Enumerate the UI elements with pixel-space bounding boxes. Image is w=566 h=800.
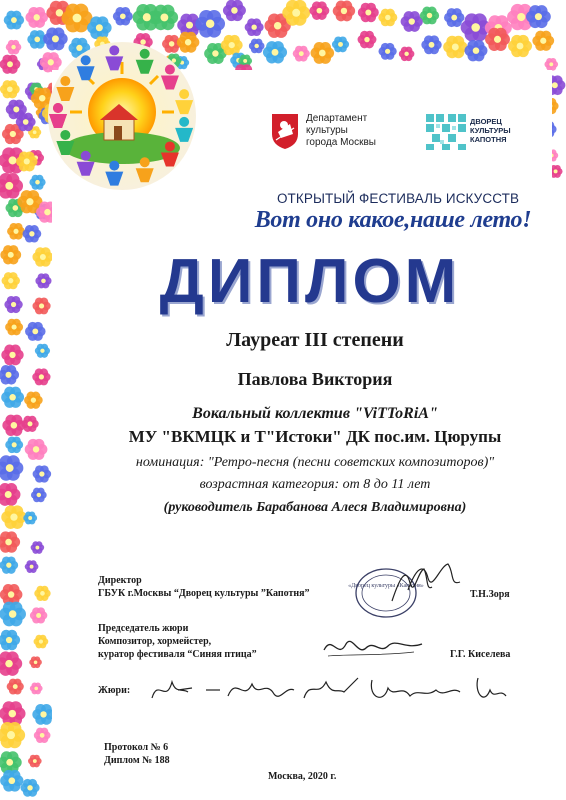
laureate-degree: Лауреат III степени: [226, 329, 404, 351]
department-line-2: культуры: [306, 125, 348, 136]
dancer-figure-head: [165, 65, 175, 75]
age-category-text: возрастная категория: от 8 до 11 лет: [199, 477, 431, 492]
dancer-figure-head: [81, 55, 91, 65]
protocol-block: [104, 741, 170, 767]
dancer-figure-head: [179, 117, 189, 127]
nomination-text: номинация: "Ретро-песня (песни советских композиторов)": [135, 455, 495, 470]
dancer-figure-head: [60, 76, 70, 86]
festival-slogan: Вот оно какое,наше лето!: [254, 207, 532, 233]
department-line-1: Департамент: [306, 113, 368, 124]
diploma-heading: ДИПЛОМ: [159, 247, 461, 316]
jury-chair-role: Композитор, хормейстер,: [98, 636, 212, 647]
director-signature: [404, 558, 464, 598]
dancer-figure-head: [81, 151, 91, 161]
dancer-figure-head: [165, 141, 175, 151]
director-name: Т.Н.Зоря: [470, 589, 510, 600]
department-line-3: города Москвы: [306, 137, 376, 148]
jury-chair-curator: куратор фестиваля “Синяя птица”: [98, 649, 257, 660]
palace-line-2: КУЛЬТУРЫ: [470, 126, 511, 135]
palace-line-3: КАПОТНЯ: [470, 135, 507, 144]
dancer-figure-head: [60, 130, 70, 140]
director-organization: ГБУК г.Москвы “Дворец культуры ”Капотня”: [98, 588, 310, 599]
palace-line-1: ДВОРЕЦ: [470, 117, 502, 126]
diploma-number: Диплом № 188: [104, 755, 170, 766]
festival-title: ОТКРЫТЫЙ ФЕСТИВАЛЬ ИСКУССТВ: [276, 191, 520, 206]
collective-name: Вокальный коллектив "ViTToRiA": [192, 405, 438, 422]
jury-chair-title: Председатель жюри: [98, 623, 189, 634]
director-block: [98, 574, 310, 600]
leader-text: (руководитель Барабанова Алеся Владимировна): [163, 500, 467, 515]
dancer-figure-head: [140, 49, 150, 59]
dancer-figure-head: [109, 161, 119, 171]
organization-name: МУ "ВКМЦК и Т"Истоки" ДК пос.им. Цюрупы: [128, 427, 502, 446]
palace-text: [470, 117, 540, 144]
moscow-coat-of-arms-icon: [270, 112, 300, 150]
palace-of-culture-logo-icon: [424, 112, 468, 152]
protocol-number: Протокол № 6: [104, 742, 169, 753]
dancer-figure-head: [179, 89, 189, 99]
director-title: Директор: [98, 575, 142, 586]
jury-chair-signature: [318, 626, 428, 666]
jury-chair-name: Г.Г. Киселева: [450, 649, 511, 660]
city-year: Москва, 2020 г.: [268, 771, 337, 782]
stamp-text: «Дворец культуры «Капотня»: [348, 583, 424, 589]
jury-chair-block: [98, 622, 257, 661]
recipient-name: Павлова Виктория: [237, 369, 393, 389]
jury-label: Жюри:: [98, 685, 131, 696]
jury-signatures: [148, 668, 518, 712]
department-text: [306, 113, 418, 149]
dancer-figure-head: [53, 103, 63, 113]
dancer-figure-head: [109, 45, 119, 55]
dancer-figure-head: [140, 157, 150, 167]
